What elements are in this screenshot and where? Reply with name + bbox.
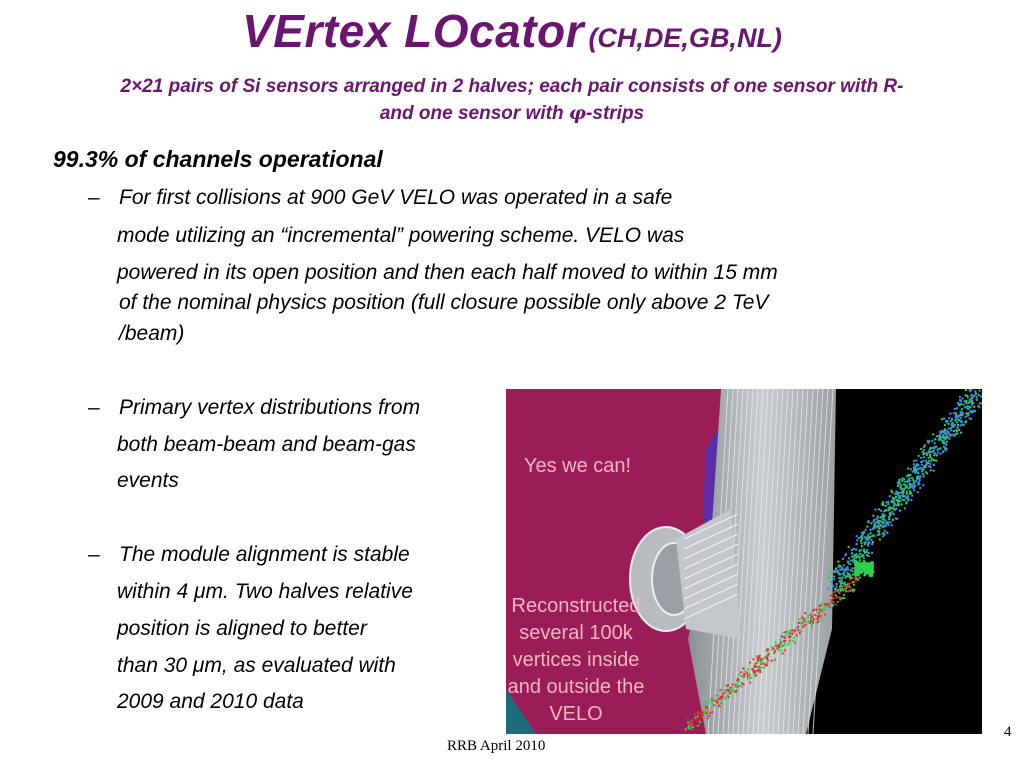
phi-symbol: φ	[568, 102, 587, 124]
slide-title	[0, 4, 1024, 58]
bullet3-line-5: 2009 and 2010 data	[117, 690, 304, 713]
caption-line-3: vertices inside	[512, 649, 640, 671]
caption-line-2: several 100k	[519, 622, 633, 644]
subtitle-line-2-post: -strips	[586, 103, 645, 124]
bullet1-line-2: mode utilizing an “incremental” powering scheme. VELO was	[117, 224, 685, 247]
bullet2-line-2: both beam-beam and beam-gas	[117, 433, 416, 456]
bullet-dash-1: –	[88, 186, 100, 209]
subtitle-line-1: 2×21 pairs of Si sensors arranged in 2 halves; each pair consists of one sensor with R-	[120, 76, 904, 97]
subtitle-line-2-pre: and one sensor with	[379, 103, 569, 124]
bullet1-line-1: For first collisions at 900 GeV VELO was operated in a safe	[119, 186, 673, 209]
title-main: VErtex LOcator	[242, 5, 584, 57]
image-caption-bottom	[506, 593, 646, 728]
bullet2-line-1: Primary vertex distributions from	[119, 396, 421, 419]
bullet-dash-2: –	[88, 396, 100, 419]
bullet1-line-3: powered in its open position and then each half moved to within 15 mm	[117, 261, 778, 284]
bullet3-line-1: The module alignment is stable	[119, 543, 410, 566]
bullet3-line-4: than 30 μm, as evaluated with	[117, 654, 396, 677]
caption-line-4: and outside the	[507, 676, 645, 698]
velo-event-display-image	[506, 389, 982, 734]
bullet2-line-3: events	[117, 469, 179, 492]
slide-subtitle	[14, 74, 1010, 127]
subtitle-line-2	[14, 100, 1010, 127]
bullet-dash-3: –	[88, 543, 100, 566]
bullet3-line-3: position is aligned to better	[117, 617, 367, 640]
caption-line-1: Reconstructed	[511, 595, 641, 617]
caption-line-5: VELO	[549, 703, 603, 725]
title-countries: (CH,DE,GB,NL)	[588, 23, 782, 53]
bullet1-line-5: /beam)	[119, 322, 185, 345]
bullet1-line-4: of the nominal physics position (full closure possible only above 2 TeV	[119, 291, 769, 314]
footer-text: RRB April 2010	[447, 738, 546, 754]
main-bullet-heading: 99.3% of channels operational	[53, 146, 383, 172]
page-number: 4	[1004, 724, 1012, 740]
bullet3-line-2: within 4 μm. Two halves relative	[117, 580, 413, 603]
image-caption-top: Yes we can!	[524, 455, 632, 477]
